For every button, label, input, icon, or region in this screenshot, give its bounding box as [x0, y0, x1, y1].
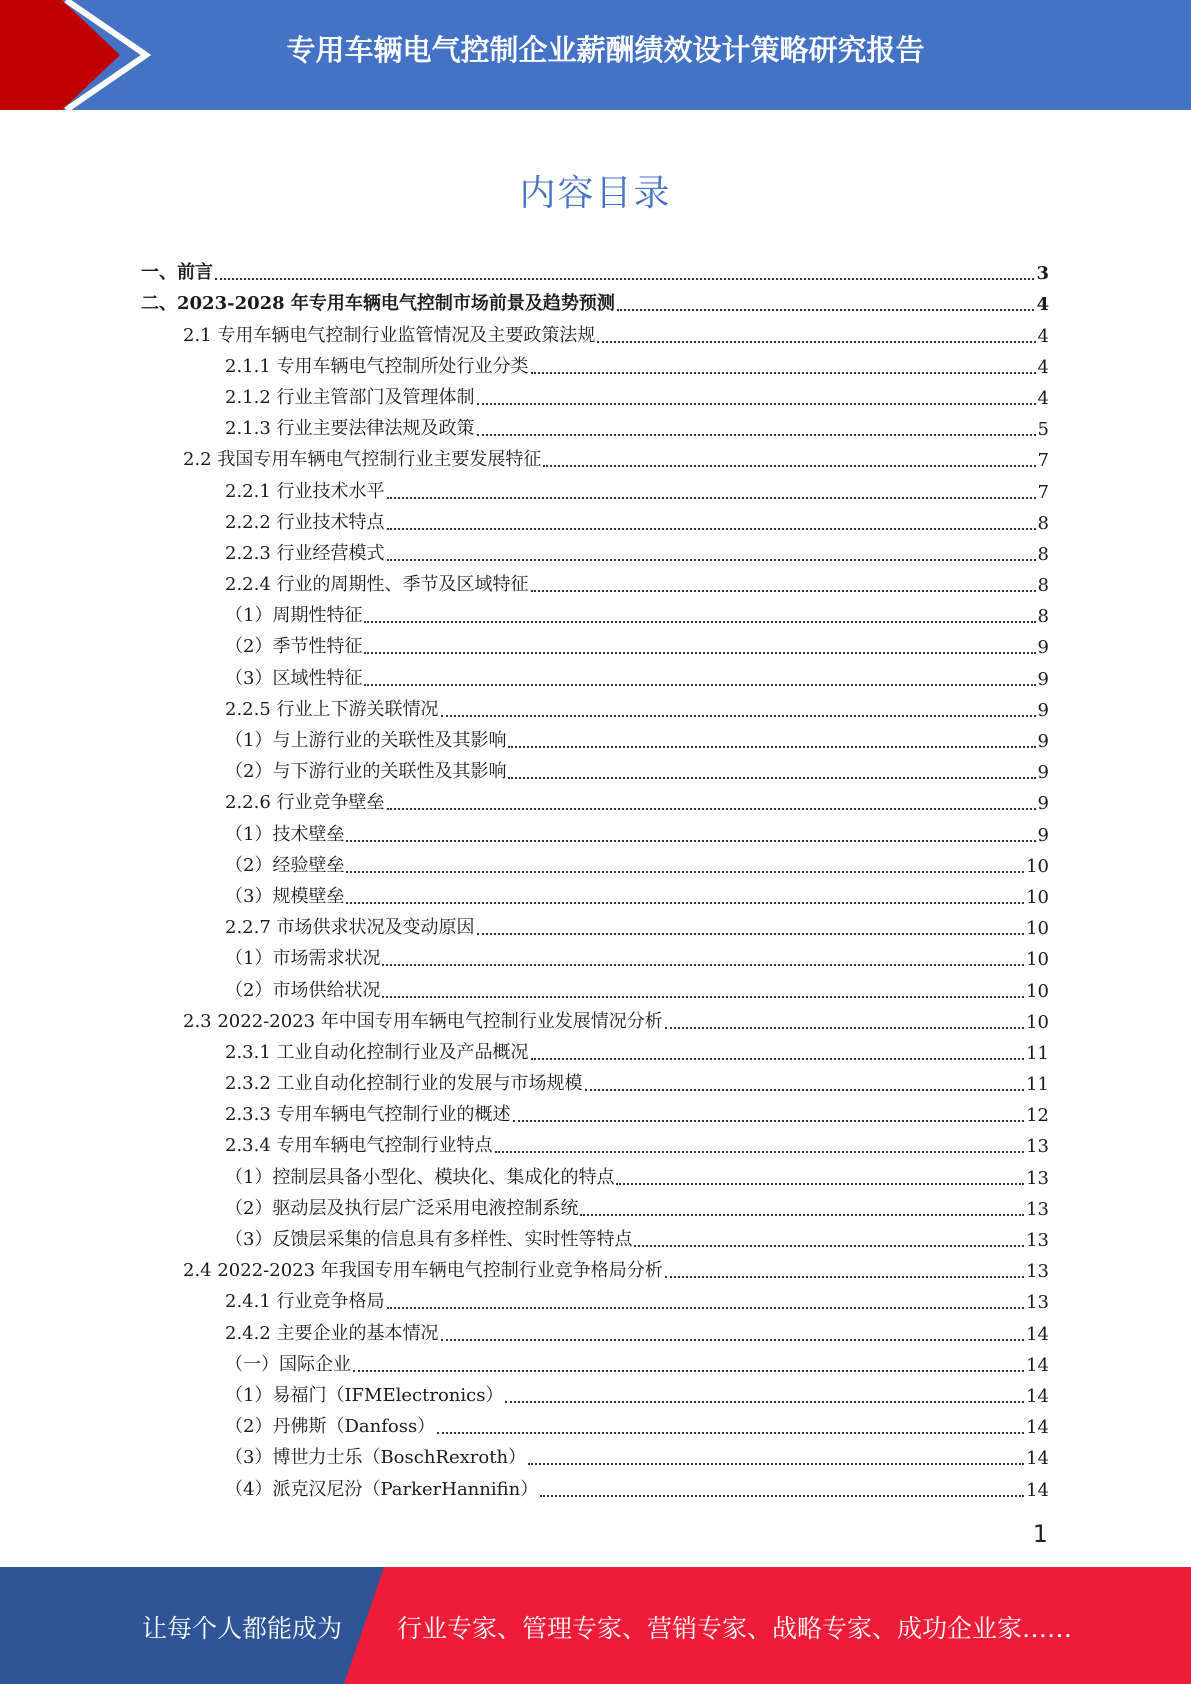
toc-dot-leader — [508, 777, 1035, 779]
toc-entry-label: （3）博世力士乐（BoschRexroth） — [225, 1447, 527, 1469]
toc-entry[interactable] — [141, 970, 1049, 1001]
toc-entry[interactable] — [141, 846, 1049, 877]
toc-entry-page: 13 — [1026, 1167, 1049, 1189]
toc-dot-leader — [346, 840, 1035, 842]
toc-entry-label: 2.2.7 市场供求状况及变动原因 — [225, 917, 475, 939]
toc-entry-page: 10 — [1026, 918, 1049, 940]
toc-entry[interactable] — [141, 783, 1049, 814]
toc-entry-label: 2.3 2022-2023 年中国专用车辆电气控制行业发展情况分析 — [183, 1010, 663, 1032]
toc-entry-page: 8 — [1037, 575, 1049, 597]
toc-entry-page: 14 — [1026, 1323, 1049, 1345]
toc-entry-page: 14 — [1026, 1354, 1049, 1376]
toc-entry-label: （1）易福门（IFMElectronics） — [225, 1384, 504, 1406]
toc-entry[interactable] — [141, 253, 1049, 284]
toc-entry-page: 14 — [1026, 1385, 1049, 1407]
toc-dot-leader — [441, 715, 1036, 717]
toc-dot-leader — [477, 933, 1025, 935]
toc-entry[interactable] — [141, 1407, 1049, 1438]
footer-slogan-right: 行业专家、管理专家、营销专家、战略专家、成功企业家…… — [397, 1614, 1073, 1643]
toc-entry-label: 2.3.1 工业自动化控制行业及产品概况 — [225, 1041, 529, 1063]
toc-dot-leader — [364, 621, 1035, 623]
toc-entry-page: 13 — [1026, 1136, 1049, 1158]
toc-entry-page: 10 — [1026, 855, 1049, 877]
toc-entry[interactable] — [141, 1345, 1049, 1376]
toc-entry-label: 2.1.3 行业主要法律法规及政策 — [225, 418, 475, 440]
toc-entry[interactable] — [141, 627, 1049, 658]
toc-entry[interactable] — [141, 690, 1049, 721]
toc-entry-page: 9 — [1037, 668, 1049, 690]
toc-entry-label: （3）反馈层采集的信息具有多样性、实时性等特点 — [225, 1229, 633, 1250]
toc-entry-page: 13 — [1026, 1198, 1049, 1220]
toc-entry-page: 9 — [1037, 793, 1049, 815]
toc-entry-page: 12 — [1026, 1105, 1049, 1127]
report-title: 专用车辆电气控制企业薪酬绩效设计策略研究报告 — [286, 33, 925, 67]
toc-dot-leader — [585, 1089, 1025, 1091]
toc-entry-label: （1）与上游行业的关联性及其影响 — [225, 730, 507, 751]
toc-dot-leader — [477, 403, 1036, 405]
toc-entry-label: 2.2.5 行业上下游关联情况 — [225, 698, 439, 720]
toc-dot-leader — [477, 434, 1036, 436]
toc-entry[interactable] — [141, 1313, 1049, 1344]
toc-dot-leader — [543, 465, 1035, 467]
header-banner — [0, 0, 1191, 110]
toc-entry[interactable] — [141, 565, 1049, 596]
toc-entry-label: 2.4.2 主要企业的基本情况 — [225, 1322, 439, 1344]
toc-dot-leader — [531, 590, 1036, 592]
toc-entry-page: 10 — [1026, 1011, 1049, 1033]
toc-entry-page: 3 — [1036, 263, 1049, 285]
toc-entry-page: 9 — [1037, 699, 1049, 721]
toc-entry[interactable] — [141, 908, 1049, 939]
toc-dot-leader — [387, 528, 1036, 530]
toc-entry-page: 8 — [1037, 606, 1049, 628]
toc-entry[interactable] — [141, 534, 1049, 565]
toc-dot-leader — [364, 684, 1035, 686]
toc-dot-leader — [437, 1432, 1024, 1434]
toc-dot-leader — [495, 1151, 1025, 1153]
toc-entry-page: 11 — [1026, 1042, 1049, 1064]
toc-dot-leader — [387, 559, 1036, 561]
toc-entry[interactable] — [141, 1376, 1049, 1407]
toc-entry-page: 13 — [1026, 1261, 1049, 1283]
toc-entry-page: 5 — [1037, 419, 1049, 441]
toc-entry-label: 2.3.4 专用车辆电气控制行业特点 — [225, 1135, 493, 1157]
toc-entry-page: 4 — [1037, 325, 1049, 347]
toc-entry[interactable] — [141, 752, 1049, 783]
toc-entry[interactable] — [141, 1064, 1049, 1095]
toc-entry-label: 2.2.4 行业的周期性、季节及区域特征 — [225, 574, 529, 596]
toc-entry[interactable] — [141, 1002, 1049, 1033]
toc-dot-leader — [617, 309, 1035, 311]
toc-dot-leader — [665, 1276, 1024, 1278]
toc-entry-label: （1）市场需求状况 — [225, 948, 381, 970]
toc-entry-label: （3）规模壁垒 — [225, 885, 345, 907]
toc-entry[interactable] — [141, 658, 1049, 689]
toc-entry[interactable] — [141, 315, 1049, 346]
toc-entry[interactable] — [141, 1282, 1049, 1313]
toc-entry-label: （1）控制层具备小型化、模块化、集成化的特点 — [225, 1166, 615, 1188]
toc-entry[interactable] — [141, 1220, 1049, 1251]
toc-entry-page: 4 — [1036, 294, 1049, 316]
toc-entry[interactable] — [141, 939, 1049, 970]
toc-entry[interactable] — [141, 814, 1049, 845]
toc-entry[interactable] — [141, 1251, 1049, 1282]
toc-entry[interactable] — [141, 721, 1049, 752]
toc-entry-label: 2.3.3 专用车辆电气控制行业的概述 — [225, 1104, 511, 1126]
toc-entry[interactable] — [141, 1033, 1049, 1064]
toc-entry[interactable] — [141, 284, 1049, 315]
toc-entry-label: （2）丹佛斯（Danfoss） — [225, 1416, 436, 1438]
toc-entry[interactable] — [141, 347, 1049, 378]
toc-entry-page: 4 — [1037, 387, 1049, 409]
toc-entry-page: 10 — [1026, 949, 1049, 971]
toc-dot-leader — [387, 808, 1036, 810]
toc-dot-leader — [531, 372, 1036, 374]
toc-dot-leader — [382, 996, 1024, 998]
toc-entry-label: （2）经验壁垒 — [225, 854, 345, 876]
toc-entry-page: 8 — [1037, 512, 1049, 534]
toc-entry[interactable] — [141, 1438, 1049, 1469]
toc-entry[interactable] — [141, 1469, 1049, 1500]
toc-entry-label: 二、2023-2028 年专用车辆电气控制市场前景及趋势预测 — [141, 293, 615, 315]
toc-dot-leader — [528, 1463, 1024, 1465]
toc-dot-leader — [616, 1183, 1024, 1185]
toc-dot-leader — [382, 964, 1024, 966]
toc-entry[interactable] — [141, 440, 1049, 471]
toc-entry-label: 2.2.6 行业竞争壁垒 — [225, 792, 385, 814]
toc-entry-label: （一）国际企业 — [225, 1353, 351, 1375]
toc-entry-label: 2.3.2 工业自动化控制行业的发展与市场规模 — [225, 1073, 583, 1095]
toc-dot-leader — [597, 341, 1035, 343]
toc-entry[interactable] — [141, 503, 1049, 534]
toc-entry[interactable] — [141, 1095, 1049, 1126]
toc-entry[interactable] — [141, 596, 1049, 627]
toc-entry-page: 10 — [1026, 980, 1049, 1002]
toc-entry[interactable] — [141, 409, 1049, 440]
toc-dot-leader — [665, 1027, 1024, 1029]
toc-entry-page: 11 — [1026, 1074, 1049, 1096]
toc-entry-page: 14 — [1026, 1417, 1049, 1439]
toc-entry-label: 一、前言 — [141, 262, 213, 284]
toc-dot-leader — [508, 746, 1035, 748]
toc-entry-label: 2.2.1 行业技术水平 — [225, 480, 385, 502]
toc-dot-leader — [580, 1214, 1024, 1216]
toc-entry-label: 2.1 专用车辆电气控制行业监管情况及主要政策法规 — [183, 324, 596, 346]
toc-entry-label: 2.1.1 专用车辆电气控制所处行业分类 — [225, 355, 529, 377]
toc-entry-page: 14 — [1026, 1479, 1049, 1501]
toc-dot-leader — [540, 1495, 1024, 1497]
toc-entry-label: 2.2.3 行业经营模式 — [225, 542, 385, 564]
toc-entry-label: （3）区域性特征 — [225, 667, 363, 689]
toc-dot-leader — [346, 871, 1024, 873]
toc-entry-label: （4）派克汉尼汾（ParkerHannifin） — [225, 1478, 539, 1500]
toc-dot-leader — [387, 1307, 1025, 1309]
toc-entry-page: 4 — [1037, 356, 1049, 378]
toc-entry-page: 14 — [1026, 1448, 1049, 1470]
toc-entry-label: 2.2.2 行业技术特点 — [225, 511, 385, 533]
toc-dot-leader — [441, 1339, 1025, 1341]
toc-entry-label: （2）驱动层及执行层广泛采用电液控制系统 — [225, 1197, 579, 1219]
toc-dot-leader — [513, 1120, 1025, 1122]
toc-entry-label: 2.1.2 行业主管部门及管理体制 — [225, 386, 475, 408]
toc-entry[interactable] — [141, 471, 1049, 502]
toc-entry[interactable] — [141, 1189, 1049, 1220]
toc-dot-leader — [364, 652, 1035, 654]
toc-entry-label: （1）技术壁垒 — [225, 823, 345, 845]
toc-dot-leader — [346, 902, 1024, 904]
footer-banner — [0, 1567, 1191, 1684]
toc-entry[interactable] — [141, 378, 1049, 409]
toc-entry-page: 7 — [1037, 481, 1049, 503]
toc-entry-page: 9 — [1037, 637, 1049, 659]
toc-entry-label: （2）与下游行业的关联性及其影响 — [225, 761, 507, 783]
toc-dot-leader — [634, 1245, 1024, 1247]
toc-entry-page: 7 — [1037, 450, 1049, 472]
toc-dot-leader — [215, 278, 1034, 280]
toc-entry[interactable] — [141, 877, 1049, 908]
toc-dot-leader — [387, 497, 1036, 499]
toc-dot-leader — [353, 1370, 1024, 1372]
toc-dot-leader — [531, 1058, 1025, 1060]
footer-slogan-left: 让每个人都能成为 — [142, 1614, 343, 1643]
toc-entry[interactable] — [141, 1126, 1049, 1157]
toc-heading: 内容目录 — [519, 173, 672, 214]
toc-entry-page: 13 — [1026, 1292, 1049, 1314]
page-number: 1 — [1032, 1520, 1048, 1548]
toc-entry[interactable] — [141, 1157, 1049, 1188]
toc-entry-page: 10 — [1026, 886, 1049, 908]
toc-entry-page: 13 — [1026, 1230, 1049, 1251]
toc-entry-page: 9 — [1037, 762, 1049, 784]
toc-entry-label: 2.4.1 行业竞争格局 — [225, 1291, 385, 1313]
toc-entry-label: 2.4 2022-2023 年我国专用车辆电气控制行业竞争格局分析 — [183, 1260, 663, 1282]
toc-entry-label: （2）季节性特征 — [225, 636, 363, 658]
toc-dot-leader — [505, 1401, 1024, 1403]
toc-entry-label: （2）市场供给状况 — [225, 979, 381, 1001]
toc-entry-page: 9 — [1037, 824, 1049, 846]
toc-entry-label: 2.2 我国专用车辆电气控制行业主要发展特征 — [183, 449, 542, 471]
toc-entry-page: 9 — [1037, 731, 1049, 752]
toc-entry-page: 8 — [1037, 543, 1049, 565]
toc-entry-label: （1）周期性特征 — [225, 605, 363, 627]
table-of-contents — [141, 253, 1049, 1501]
